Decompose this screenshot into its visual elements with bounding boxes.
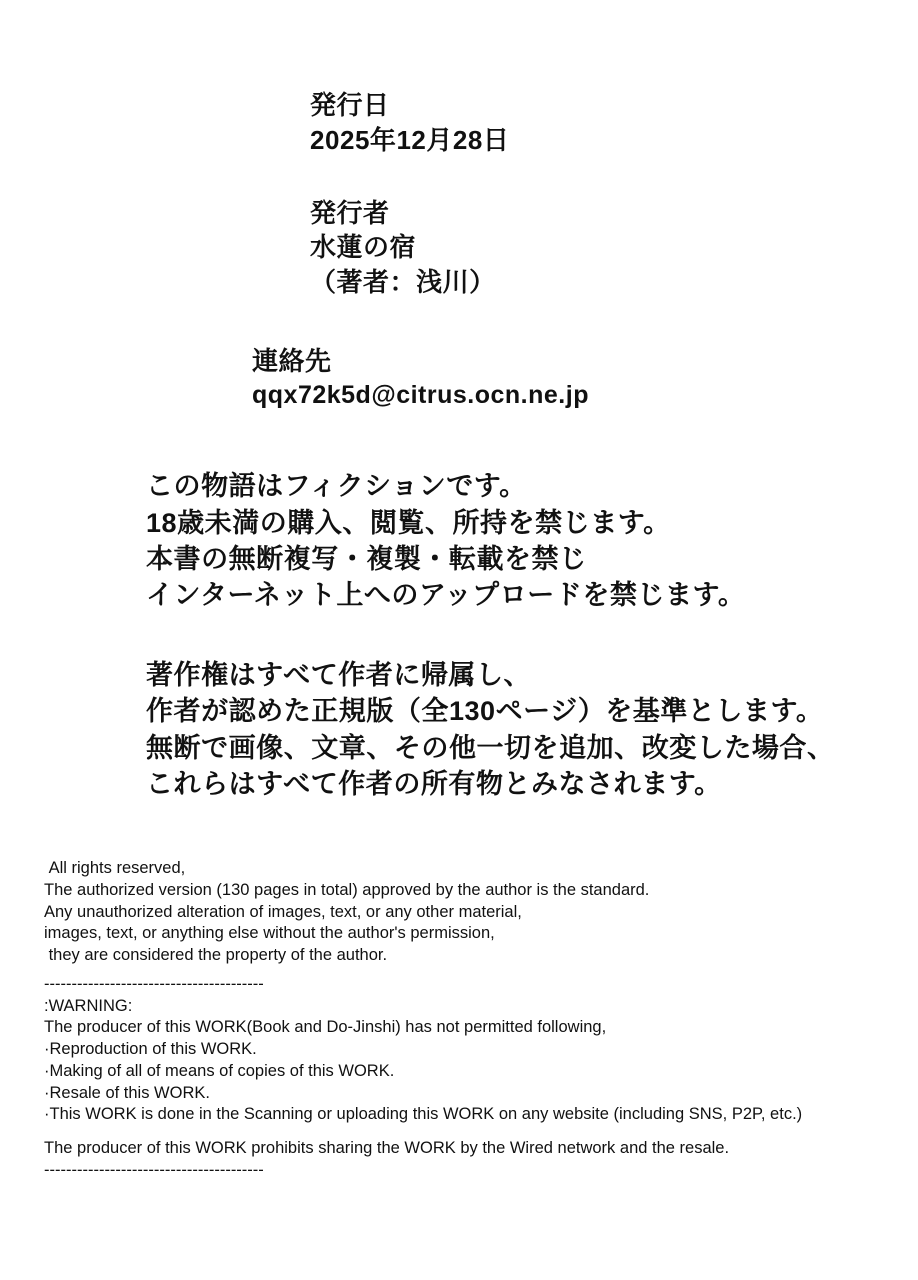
warning-line: ·Making of all of means of copies of this WORK. <box>44 1061 395 1080</box>
warning-title: :WARNING: <box>44 996 133 1015</box>
copyright-line: これらはすべて作者の所有物とみなされます。 <box>146 768 722 799</box>
publication-date-label: 発行日 <box>310 90 390 120</box>
rights-line: All rights reserved, <box>44 859 186 877</box>
notice-line: この物語はフィクションです。 <box>146 471 527 502</box>
publisher-group <box>310 196 918 300</box>
divider-bottom: ---------------------------------------- <box>44 1160 264 1179</box>
rights-line: Any unauthorized alteration of images, text, or any other material, <box>44 902 522 921</box>
legal-spacer <box>44 1126 894 1138</box>
colophon-block <box>0 88 918 802</box>
contact-email[interactable]: qqx72k5d@citrus.ocn.ne.jp <box>252 380 589 409</box>
publisher-name: 水蓮の宿 <box>310 232 417 263</box>
rights-line: The authorized version (130 pages in total) approved by the author is the standard. <box>44 880 650 899</box>
publisher-author: （著者：浅川） <box>310 267 496 298</box>
copyright-line: 作者が認めた正規版（全130ページ）を基準とします。 <box>146 696 824 727</box>
notice-line: インターネット上へのアップロードを禁じます。 <box>146 579 746 610</box>
notice-group <box>146 468 918 613</box>
notice-line: 本書の無断複写・複製・転載を禁じ <box>146 543 587 574</box>
contact-group <box>252 344 918 412</box>
copyright-line: 著作権はすべて作者に帰属し、 <box>146 660 532 691</box>
publisher-label: 発行者 <box>310 197 390 228</box>
notice-line: 18歳未満の購入、閲覧、所持を禁じます。 <box>146 507 671 538</box>
warning-line: ·This WORK is done in the Scanning or uploading this WORK on any website (including SNS, P2P, etc.) <box>44 1105 803 1124</box>
copyright-group <box>146 657 918 802</box>
publication-date-value: 2025年12月28日 <box>310 124 510 155</box>
legal-spacer <box>44 967 894 974</box>
warning-line: The producer of this WORK(Book and Do-Jinshi) has not permitted following, <box>44 1018 607 1037</box>
rights-line: images, text, or anything else without the author's permission, <box>44 924 495 943</box>
prohibit-line: The producer of this WORK prohibits sharing the WORK by the Wired network and the resale. <box>44 1139 730 1158</box>
contact-label: 連絡先 <box>252 346 332 377</box>
legal-block <box>44 858 894 1182</box>
rights-line: they are considered the property of the author. <box>44 946 388 965</box>
warning-line: ·Reproduction of this WORK. <box>44 1040 257 1059</box>
copyright-line: 無断で画像、文章、その他一切を追加、改変した場合、 <box>146 732 835 763</box>
warning-line: ·Resale of this WORK. <box>44 1083 210 1102</box>
publication-date-group <box>310 88 918 158</box>
divider-top: ---------------------------------------- <box>44 974 264 993</box>
